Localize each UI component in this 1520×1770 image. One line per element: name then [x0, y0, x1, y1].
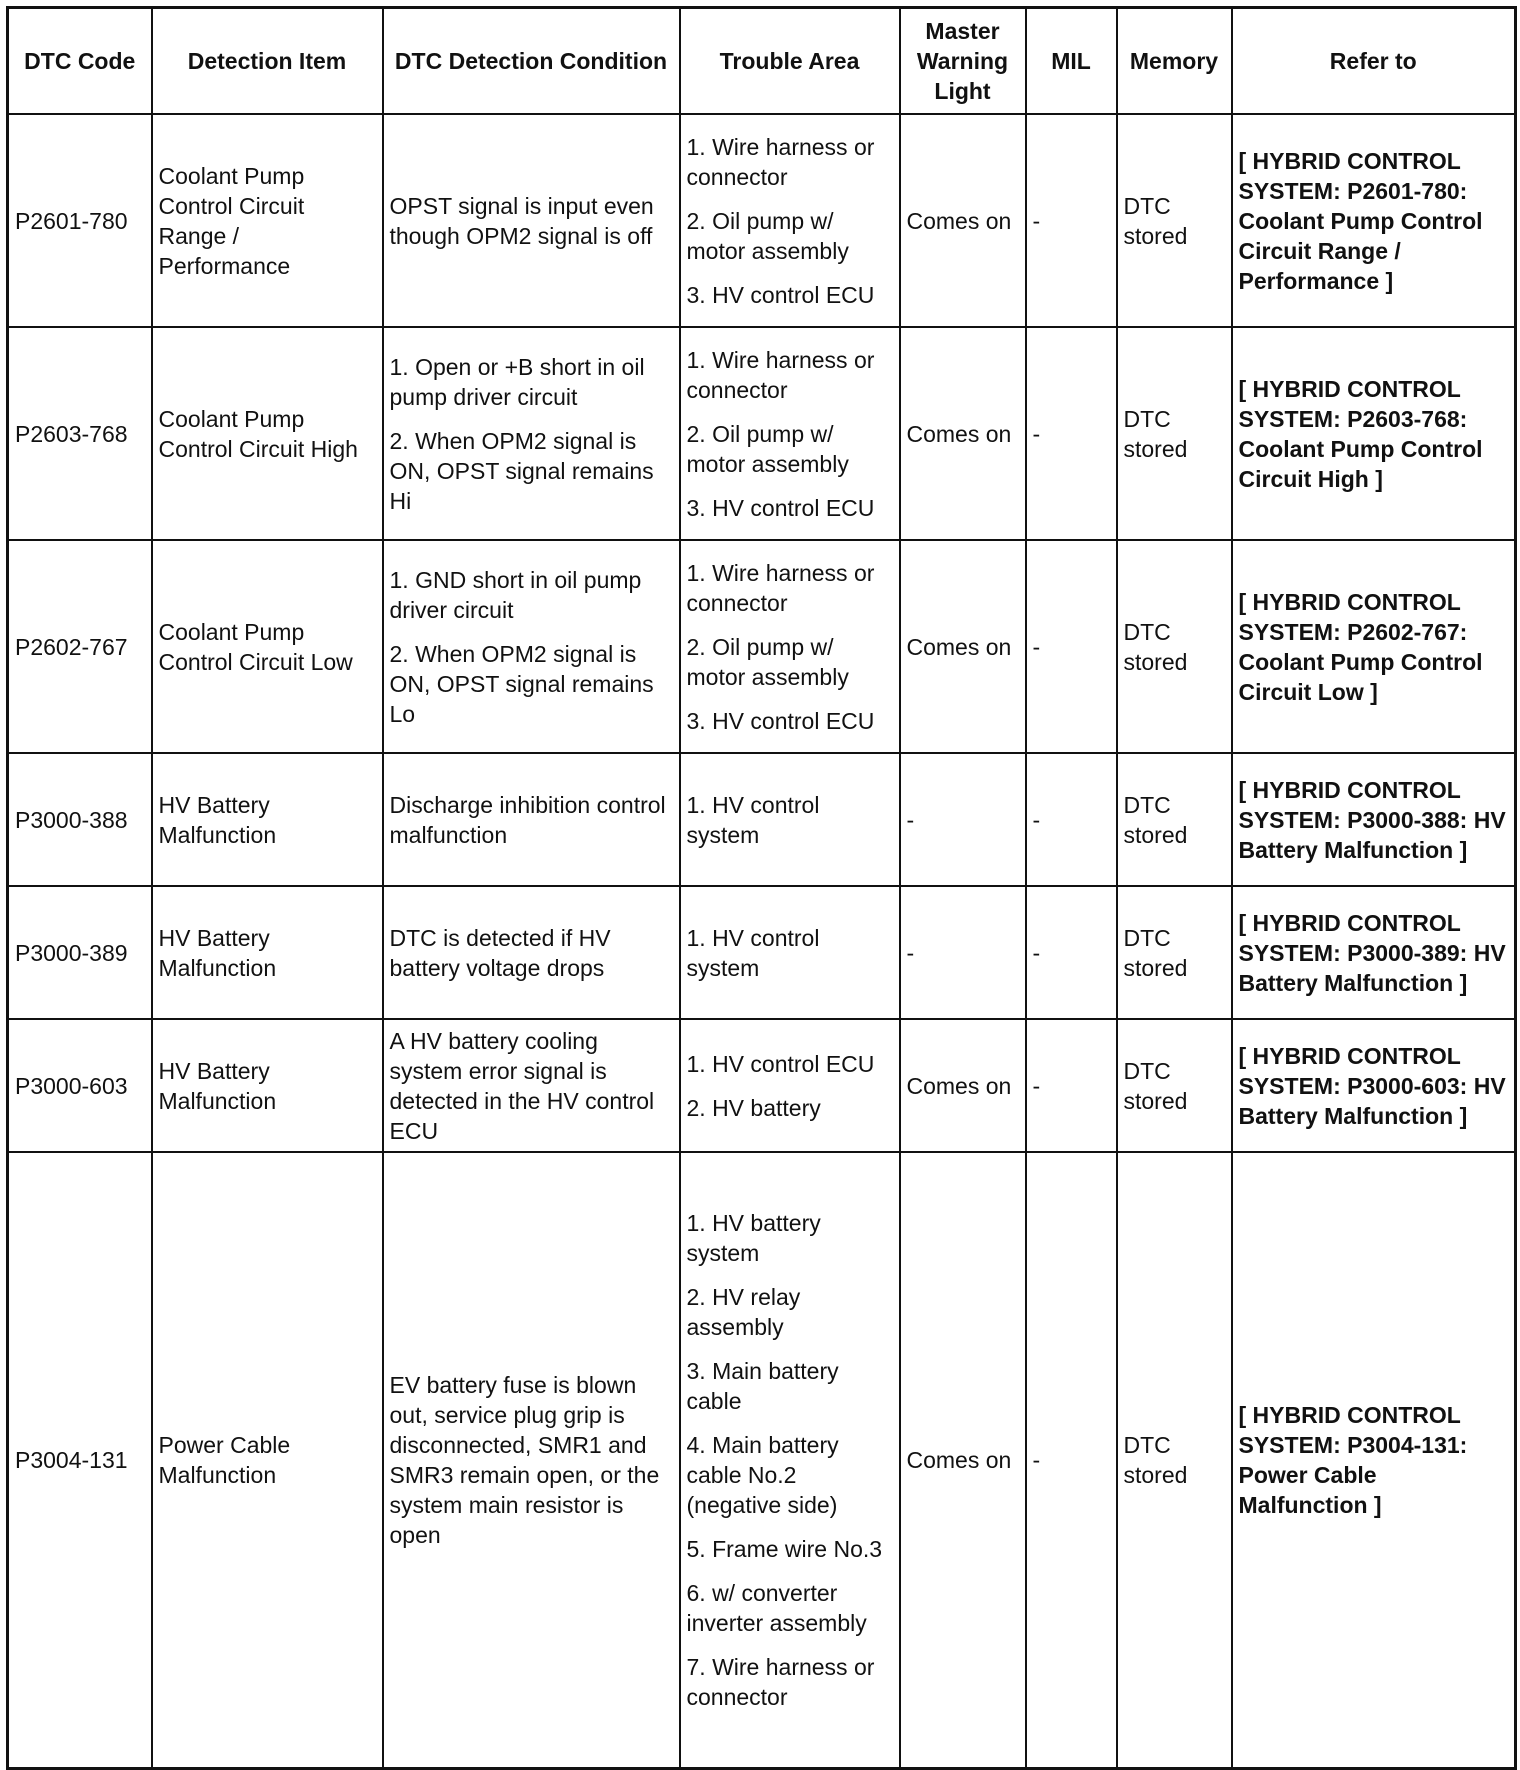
condition-text: 2. When OPM2 signal is ON, OPST signal remains Hi [389, 427, 654, 514]
trouble-area-cell [680, 540, 900, 753]
detection-item-cell: HV Battery Malfunction [152, 886, 383, 1019]
condition-text: OPST signal is input even though OPM2 signal is off [389, 192, 654, 249]
detection-condition-cell [383, 886, 680, 1019]
detection-item-cell: Power Cable Malfunction [152, 1152, 383, 1768]
dtc-table [6, 6, 1517, 1770]
trouble-area-cell [680, 1152, 900, 1768]
trouble-item: 7. Wire harness or connector [686, 1653, 875, 1710]
dtc-code-cell: P3000-388 [8, 753, 152, 886]
master-warning-cell: Comes on [900, 1019, 1026, 1152]
trouble-item: 4. Main battery cable No.2 (negative side) [686, 1431, 839, 1518]
condition-text: DTC is detected if HV battery voltage drops [389, 924, 611, 981]
trouble-item: 3. Main battery cable [686, 1357, 839, 1414]
memory-cell: DTC stored [1117, 114, 1232, 327]
header-refer-to: Refer to [1232, 8, 1516, 115]
memory-cell: DTC stored [1117, 886, 1232, 1019]
detection-condition-cell [383, 114, 680, 327]
trouble-item: 1. HV control system [686, 791, 820, 848]
refer-to-link[interactable]: [ HYBRID CONTROL SYSTEM: P3000-389: HV Battery Malfunction ] [1232, 886, 1516, 1019]
header-row [8, 8, 1516, 115]
trouble-item: 6. w/ converter inverter assembly [686, 1579, 867, 1636]
table-row [8, 540, 1516, 753]
refer-to-link[interactable]: [ HYBRID CONTROL SYSTEM: P2602-767: Coolant Pump Control Circuit Low ] [1232, 540, 1516, 753]
header-trouble-area: Trouble Area [680, 8, 900, 115]
table-row [8, 1019, 1516, 1152]
refer-to-link[interactable]: [ HYBRID CONTROL SYSTEM: P3004-131: Power Cable Malfunction ] [1232, 1152, 1516, 1768]
mil-cell: - [1026, 753, 1117, 886]
dtc-code-cell: P2602-767 [8, 540, 152, 753]
trouble-item: 1. Wire harness or connector [686, 133, 875, 190]
header-master-warning: Master Warning Light [900, 8, 1026, 115]
trouble-item: 1. HV control ECU [686, 1050, 875, 1077]
trouble-item: 2. HV relay assembly [686, 1283, 801, 1340]
detection-condition-cell [383, 1152, 680, 1768]
trouble-item: 1. HV battery system [686, 1209, 821, 1266]
master-warning-cell: - [900, 753, 1026, 886]
master-warning-cell: Comes on [900, 540, 1026, 753]
detection-condition-cell [383, 327, 680, 540]
trouble-area-cell [680, 886, 900, 1019]
condition-text: Discharge inhibition control malfunction [389, 791, 666, 848]
mil-cell: - [1026, 1152, 1117, 1768]
master-warning-cell: Comes on [900, 114, 1026, 327]
trouble-area-cell [680, 1019, 900, 1152]
detection-item-cell: Coolant Pump Control Circuit Low [152, 540, 383, 753]
condition-text: EV battery fuse is blown out, service plug grip is disconnected, SMR1 and SMR3 remain open, or the system main resistor is open [389, 1371, 660, 1548]
trouble-area-cell [680, 753, 900, 886]
dtc-code-cell: P2603-768 [8, 327, 152, 540]
memory-cell: DTC stored [1117, 1019, 1232, 1152]
table-row [8, 114, 1516, 327]
memory-cell: DTC stored [1117, 540, 1232, 753]
dtc-code-cell: P2601-780 [8, 114, 152, 327]
memory-cell: DTC stored [1117, 327, 1232, 540]
refer-to-link[interactable]: [ HYBRID CONTROL SYSTEM: P3000-388: HV Battery Malfunction ] [1232, 753, 1516, 886]
dtc-code-cell: P3000-603 [8, 1019, 152, 1152]
detection-item-cell: Coolant Pump Control Circuit Range / Performance [152, 114, 383, 327]
trouble-item: 2. Oil pump w/ motor assembly [686, 633, 849, 690]
mil-cell: - [1026, 114, 1117, 327]
table-row [8, 327, 1516, 540]
header-detection-item: Detection Item [152, 8, 383, 115]
condition-text: 1. Open or +B short in oil pump driver circuit [389, 353, 645, 410]
table-row [8, 886, 1516, 1019]
condition-text: 1. GND short in oil pump driver circuit [389, 566, 642, 623]
master-warning-cell: Comes on [900, 1152, 1026, 1768]
master-warning-cell: Comes on [900, 327, 1026, 540]
mil-cell: - [1026, 327, 1117, 540]
detection-condition-cell [383, 540, 680, 753]
header-mil: MIL [1026, 8, 1117, 115]
refer-to-link[interactable]: [ HYBRID CONTROL SYSTEM: P3000-603: HV Battery Malfunction ] [1232, 1019, 1516, 1152]
trouble-item: 1. HV control system [686, 924, 820, 981]
mil-cell: - [1026, 1019, 1117, 1152]
header-dtc-code: DTC Code [8, 8, 152, 115]
trouble-area-cell [680, 327, 900, 540]
detection-condition-cell [383, 1019, 680, 1152]
detection-item-cell: Coolant Pump Control Circuit High [152, 327, 383, 540]
detection-item-cell: HV Battery Malfunction [152, 753, 383, 886]
header-memory: Memory [1117, 8, 1232, 115]
trouble-item: 3. HV control ECU [686, 281, 875, 308]
memory-cell: DTC stored [1117, 1152, 1232, 1768]
trouble-item: 3. HV control ECU [686, 494, 875, 521]
condition-text: 2. When OPM2 signal is ON, OPST signal remains Lo [389, 640, 654, 727]
trouble-item: 2. Oil pump w/ motor assembly [686, 420, 849, 477]
header-detection-condition: DTC Detection Condition [383, 8, 680, 115]
detection-condition-cell [383, 753, 680, 886]
refer-to-link[interactable]: [ HYBRID CONTROL SYSTEM: P2601-780: Coolant Pump Control Circuit Range / Performance ] [1232, 114, 1516, 327]
master-warning-cell: - [900, 886, 1026, 1019]
trouble-item: 2. Oil pump w/ motor assembly [686, 207, 849, 264]
trouble-item: 5. Frame wire No.3 [686, 1535, 883, 1562]
mil-cell: - [1026, 886, 1117, 1019]
dtc-code-cell: P3004-131 [8, 1152, 152, 1768]
table-row [8, 753, 1516, 886]
dtc-code-cell: P3000-389 [8, 886, 152, 1019]
trouble-item: 1. Wire harness or connector [686, 559, 875, 616]
condition-text: A HV battery cooling system error signal is detected in the HV control ECU [389, 1027, 655, 1144]
mil-cell: - [1026, 540, 1117, 753]
refer-to-link[interactable]: [ HYBRID CONTROL SYSTEM: P2603-768: Coolant Pump Control Circuit High ] [1232, 327, 1516, 540]
trouble-item: 1. Wire harness or connector [686, 346, 875, 403]
trouble-item: 2. HV battery [686, 1094, 821, 1121]
trouble-item: 3. HV control ECU [686, 707, 875, 734]
detection-item-cell: HV Battery Malfunction [152, 1019, 383, 1152]
trouble-area-cell [680, 114, 900, 327]
table-row [8, 1152, 1516, 1768]
memory-cell: DTC stored [1117, 753, 1232, 886]
